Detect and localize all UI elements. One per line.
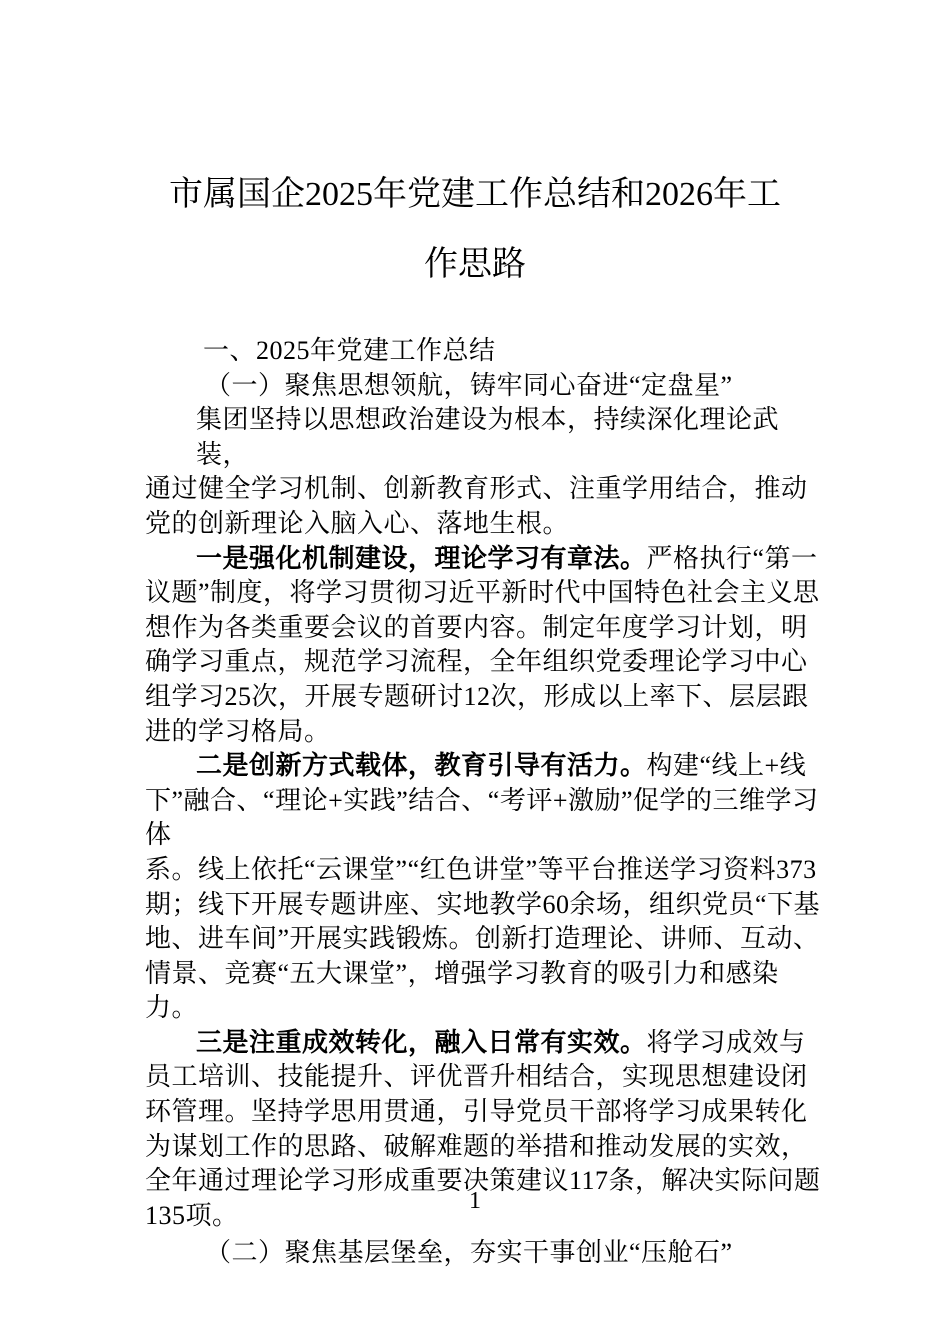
line-text: 集团坚持以思想政治建设为根本，持续深化理论武装， <box>196 405 780 469</box>
document-title-line-1: 市属国企2025年党建工作总结和2026年工 <box>169 176 781 213</box>
line-text: 想作为各类重要会议的首要内容。制定年度学习计划，明 <box>145 612 808 642</box>
line-text: 下”融合、“理论+实践”结合、“考评+激励”促学的三维学习体 <box>145 785 819 850</box>
text-line <box>145 853 825 888</box>
text-line <box>145 957 825 1026</box>
line-text: 将学习成效与 <box>646 1027 806 1057</box>
bold-lead-in: 一是强化机制建设，理论学习有章法。 <box>196 543 647 573</box>
document-body <box>145 334 825 1271</box>
line-text: 一、2025年党建工作总结 <box>203 336 496 365</box>
text-line <box>145 1236 825 1271</box>
text-line <box>145 680 825 715</box>
line-text: 环管理。坚持学思用贯通，引导党员干部将学习成果转化 <box>145 1097 808 1127</box>
line-text: 严格执行“第一 <box>646 543 818 573</box>
text-line <box>145 611 825 646</box>
line-text: 系。线上依托“云课堂”“红色讲堂”等平台推送学习资料373 <box>145 854 817 884</box>
line-text: 全年通过理论学习形成重要决策建议117条，解决实际问题 <box>145 1166 821 1196</box>
line-text: 通过健全学习机制、创新教育形式、注重学用结合，推动 <box>145 474 808 504</box>
line-text: （二）聚焦基层堡垒，夯实干事创业“压舱石” <box>205 1238 733 1268</box>
text-line <box>145 784 825 853</box>
line-text: 员工培训、技能提升、评优晋升相结合，实现思想建设闭 <box>145 1062 808 1092</box>
line-text: 组学习25次，开展专题研讨12次，形成以上率下、层层跟 <box>145 681 809 711</box>
text-line <box>145 334 825 369</box>
text-line <box>145 403 825 472</box>
text-line <box>145 369 825 404</box>
document-title-line-2: 作思路 <box>424 246 526 283</box>
text-line <box>145 507 825 542</box>
text-line <box>145 1026 825 1061</box>
text-line <box>145 1060 825 1095</box>
page-number: 1 <box>469 1188 481 1214</box>
line-text: 议题”制度，将学习贯彻习近平新时代中国特色社会主义思 <box>145 578 820 608</box>
line-text: 135项。 <box>145 1200 239 1230</box>
text-line <box>145 922 825 957</box>
line-text: 构建“线上+线 <box>646 751 807 781</box>
text-line <box>145 472 825 507</box>
text-line <box>145 888 825 923</box>
line-text: 进的学习格局。 <box>145 716 331 746</box>
line-text: 党的创新理论入脑入心、落地生根。 <box>145 508 570 538</box>
text-line <box>145 749 825 784</box>
text-line <box>145 1130 825 1165</box>
line-text: 情景、竞赛“五大课堂”，增强学习教育的吸引力和感染力。 <box>145 958 779 1023</box>
bold-lead-in: 二是创新方式载体，教育引导有活力。 <box>196 751 647 781</box>
line-text: 确学习重点，规范学习流程，全年组织党委理论学习中心 <box>145 647 808 677</box>
bold-lead-in: 三是注重成效转化，融入日常有实效。 <box>196 1027 647 1057</box>
line-text: 为谋划工作的思路、破解难题的举措和推动发展的实效， <box>145 1131 808 1161</box>
text-line <box>145 576 825 611</box>
line-text: 期；线下开展专题讲座、实地教学60余场，组织党员“下基 <box>145 889 821 919</box>
line-text: （一）聚焦思想领航，铸牢同心奋进“定盘星” <box>205 370 733 400</box>
text-line <box>145 645 825 680</box>
text-line <box>145 1095 825 1130</box>
text-line <box>145 715 825 750</box>
text-line <box>145 542 825 577</box>
line-text: 地、进车间”开展实践锻炼。创新打造理论、讲师、互动、 <box>145 924 820 954</box>
